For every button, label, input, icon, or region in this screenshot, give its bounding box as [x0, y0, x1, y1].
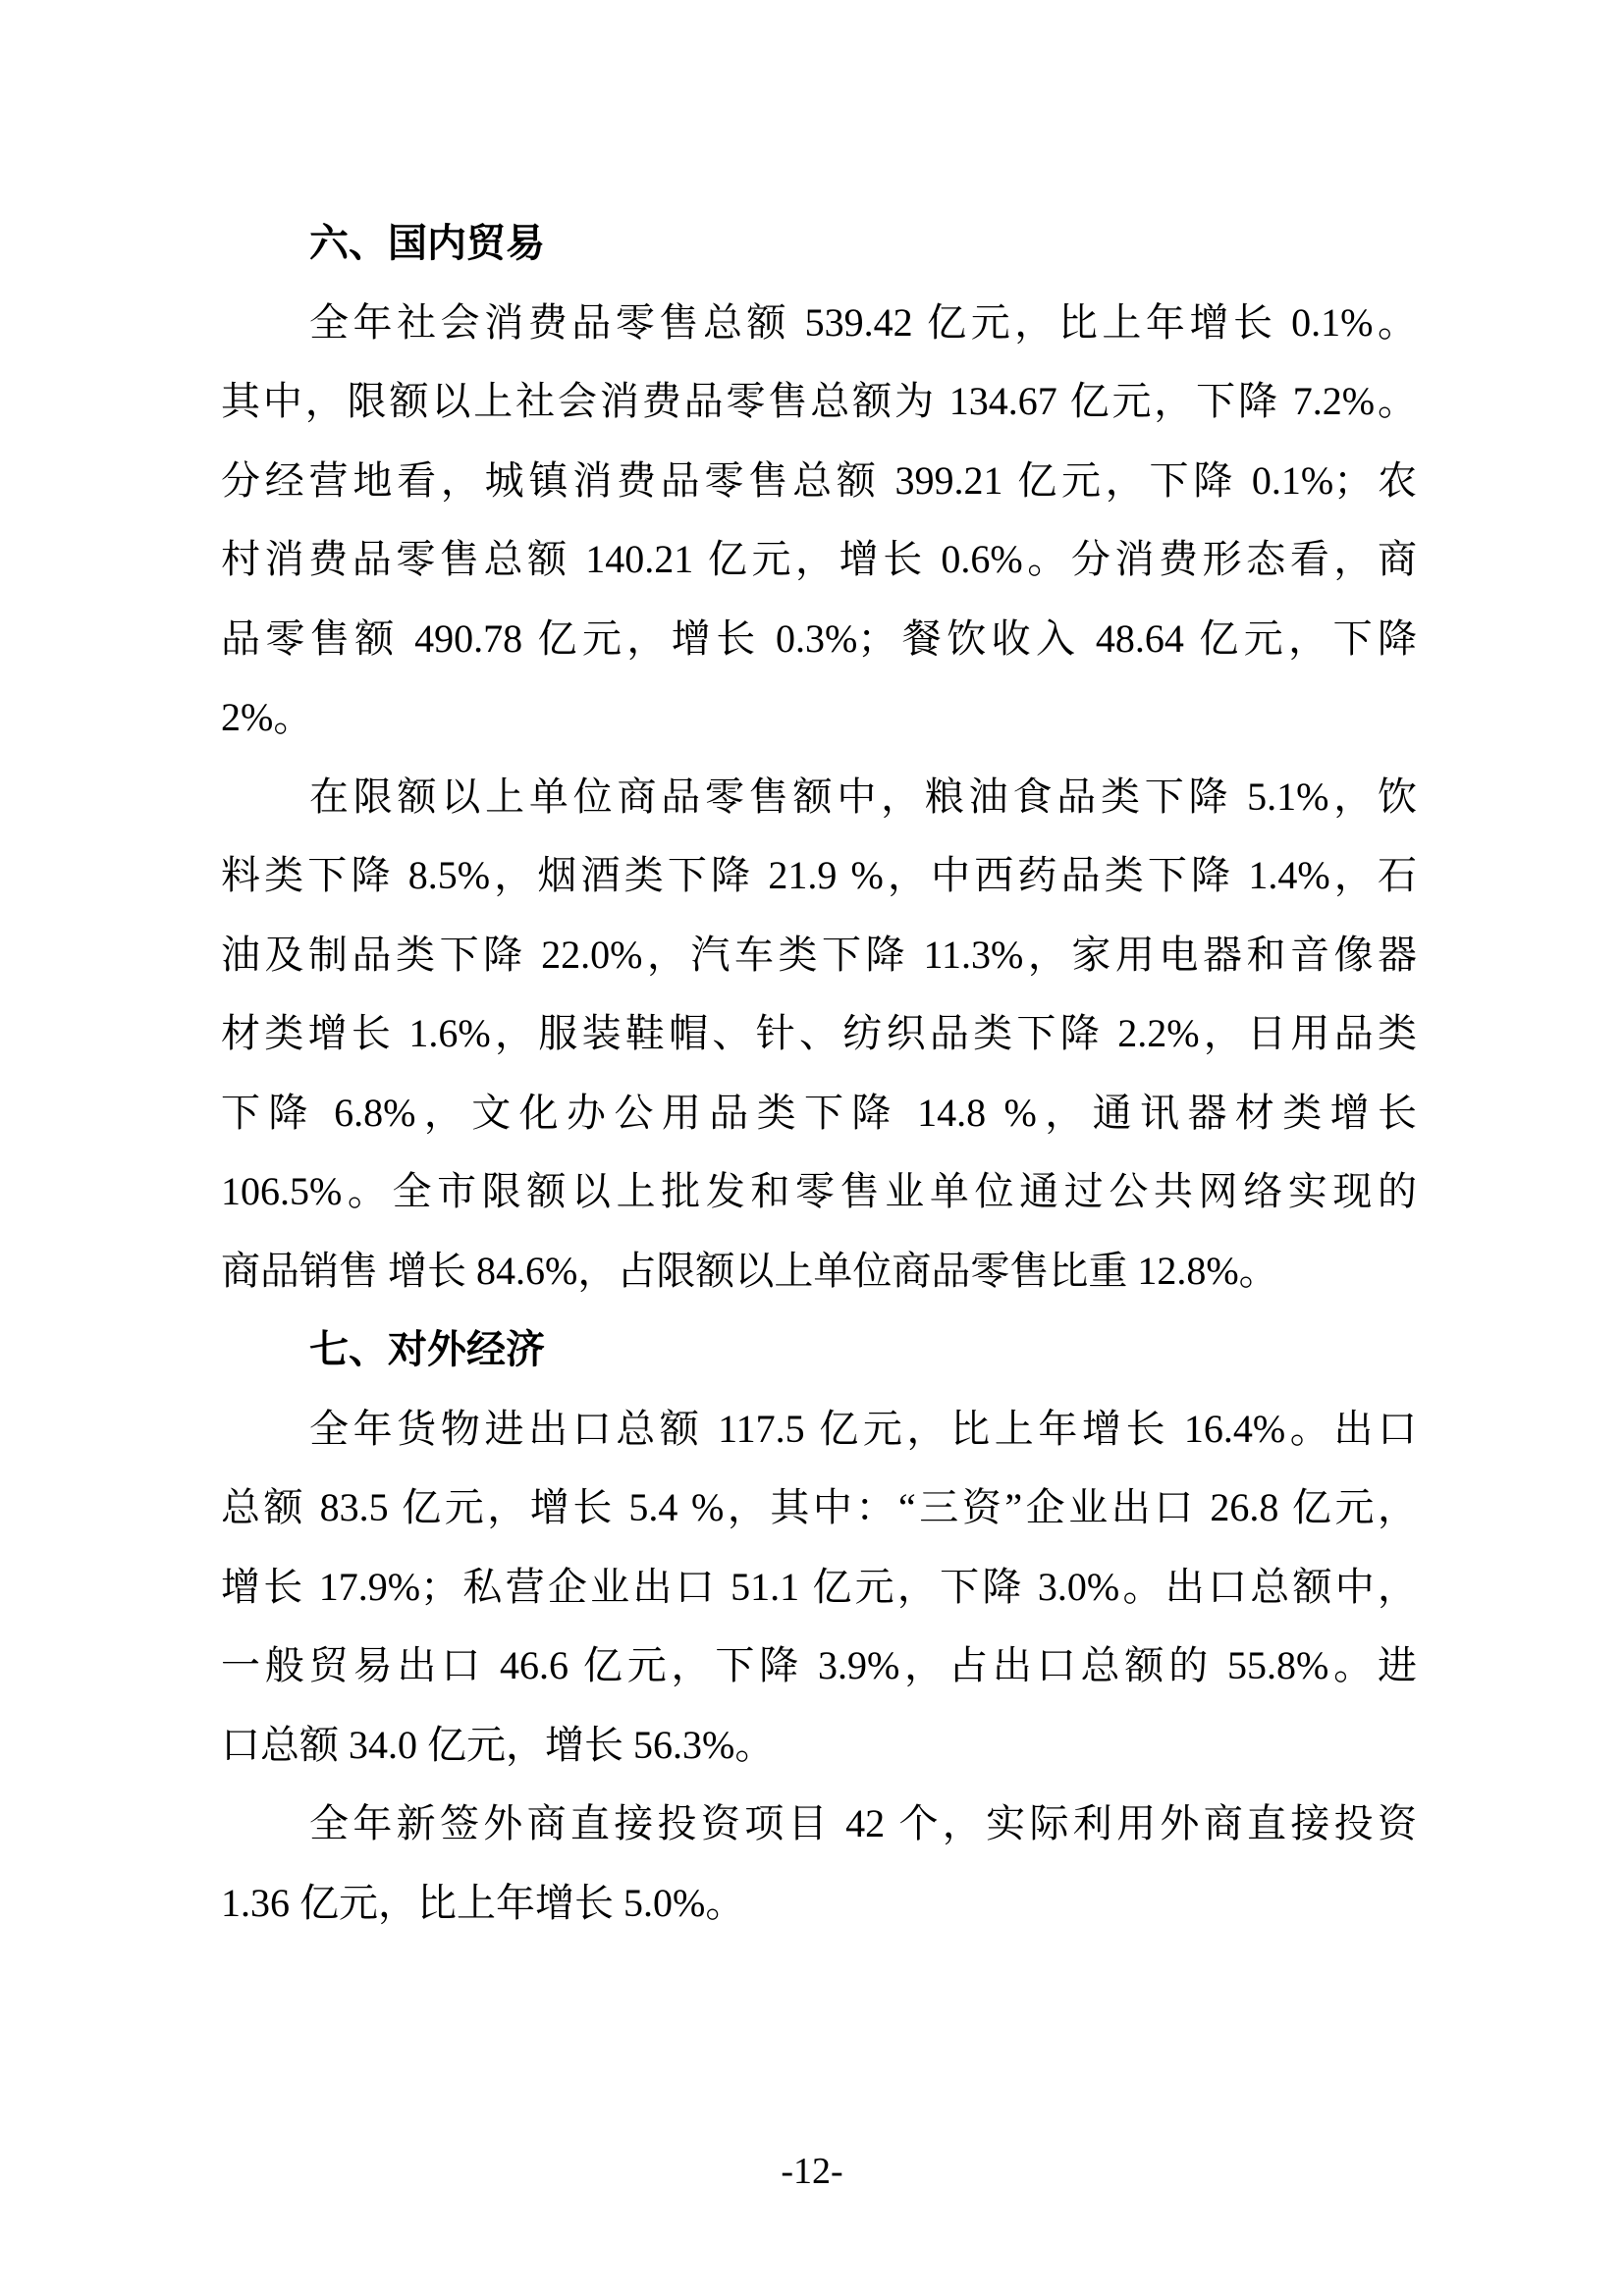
text-line: 增长 17.9%；私营企业出口 51.1 亿元，下降 3.0%。出口总额中，	[221, 1564, 1417, 1609]
paragraph-import-export	[221, 1390, 1417, 1786]
text-line: 全年货物进出口总额 117.5 亿元，比上年增长 16.4%。出口	[309, 1406, 1417, 1451]
text-line: 一般贸易出口 46.6 亿元，下降 3.9%，占出口总额的 55.8%。进	[221, 1643, 1417, 1687]
paragraph-foreign-investment	[221, 1785, 1417, 1943]
text-line: 1.36 亿元，比上年增长 5.0%。	[221, 1880, 745, 1925]
text-line: 村消费品零售总额 140.21 亿元，增长 0.6%。分消费形态看，商	[221, 537, 1417, 581]
text-line: 料类下降 8.5%，烟酒类下降 21.9 %，中西药品类下降 1.4%，石	[221, 853, 1417, 897]
text-line: 口总额 34.0 亿元，增长 56.3%。	[221, 1722, 775, 1767]
text-line: 商品销售 增长 84.6%，占限额以上单位商品零售比重 12.8%。	[221, 1248, 1278, 1293]
text-line: 品零售额 490.78 亿元，增长 0.3%；餐饮收入 48.64 亿元，下降	[221, 615, 1417, 661]
paragraph-category-sales	[221, 758, 1417, 1311]
text-line: 全年新签外商直接投资项目 42 个，实际利用外商直接投资	[309, 1801, 1417, 1845]
document-body	[221, 204, 1417, 1943]
paragraph-retail-sales	[221, 284, 1417, 758]
text-line: 其中，限额以上社会消费品零售总额为 134.67 亿元，下降 7.2%。	[221, 379, 1417, 423]
text-line: 全年社会消费品零售总额 539.42 亿元，比上年增长 0.1%。	[309, 299, 1417, 345]
text-line: 2%。	[221, 695, 313, 739]
section-heading-domestic-trade: 六、国内贸易	[309, 221, 545, 266]
text-line: 分经营地看，城镇消费品零售总额 399.21 亿元，下降 0.1%；农	[221, 457, 1417, 503]
section-heading-foreign-economy: 七、对外经济	[309, 1327, 545, 1372]
page-number: -12-	[781, 2151, 843, 2192]
text-line: 106.5%。全市限额以上批发和零售业单位通过公共网络实现的	[221, 1169, 1417, 1213]
text-line: 材类增长 1.6%，服装鞋帽、针、纺织品类下降 2.2%，日用品类	[221, 1011, 1417, 1055]
text-line: 在限额以上单位商品零售额中，粮油食品类下降 5.1%，饮	[309, 774, 1417, 819]
text-line: 下降 6.8%，文化办公用品类下降 14.8 %，通讯器材类增长	[221, 1090, 1417, 1135]
text-line: 总额 83.5 亿元，增长 5.4 %，其中：“三资”企业出口 26.8 亿元，	[221, 1485, 1417, 1529]
text-line: 油及制品类下降 22.0%，汽车类下降 11.3%，家用电器和音像器	[221, 932, 1417, 977]
